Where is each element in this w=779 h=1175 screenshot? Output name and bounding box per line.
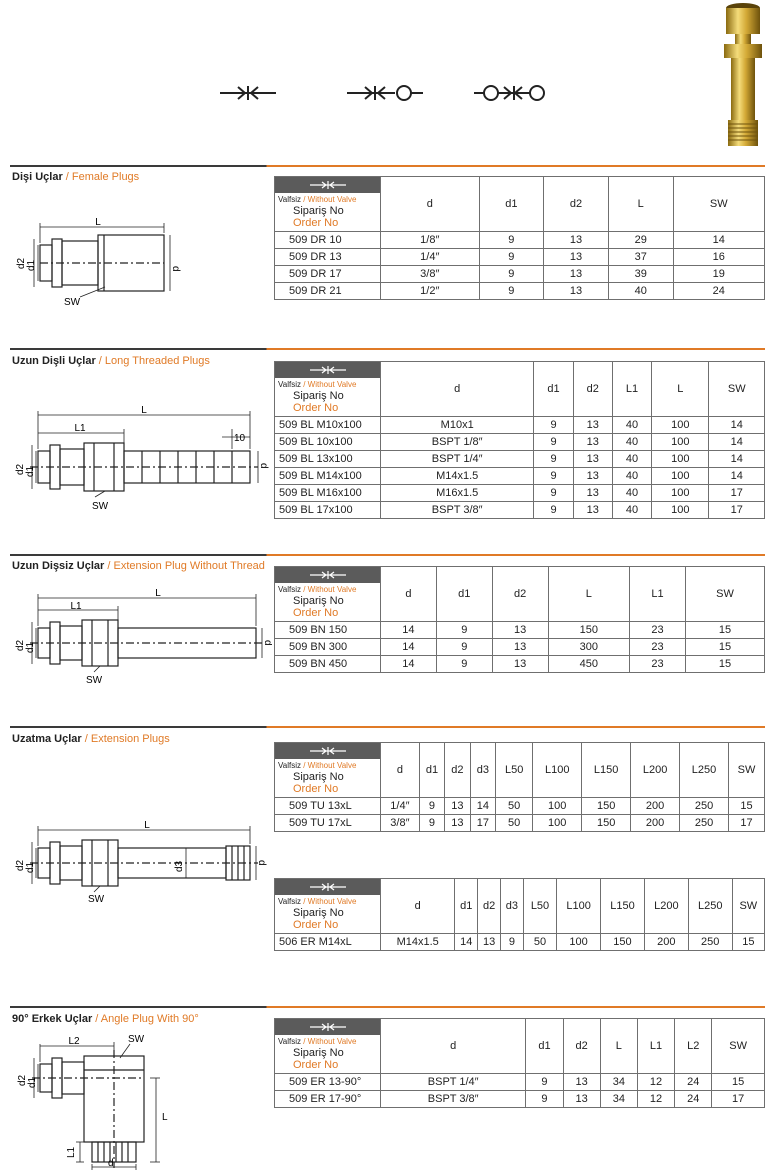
column-header: d3 xyxy=(470,743,495,798)
table-row xyxy=(275,934,765,951)
section-title: 90° Erkek Uçlar / Angle Plug With 90° xyxy=(12,1013,199,1025)
table-cell: 13 xyxy=(573,417,612,434)
coupling-symbol-icon xyxy=(275,1019,380,1035)
dim-label-d: d xyxy=(262,640,272,646)
section-title: Uzun Dişsiz Uçlar / Extension Plug Without Thread xyxy=(12,560,265,572)
column-header: d1 xyxy=(419,743,444,798)
column-header: L250 xyxy=(680,743,729,798)
table-cell: 13 xyxy=(492,656,548,673)
table-cell: 1/4″ xyxy=(381,798,420,815)
order-code-cell: 509 BL 17x100 xyxy=(275,502,381,519)
order-code-cell: 509 TU 13xL xyxy=(275,798,381,815)
dim-label-d: d xyxy=(256,860,267,866)
column-header: SW xyxy=(732,879,764,934)
table-cell: 40 xyxy=(612,468,651,485)
table-cell: 29 xyxy=(608,232,673,249)
table-cell: 13 xyxy=(492,639,548,656)
table-row xyxy=(275,485,765,502)
table-row xyxy=(275,266,765,283)
table-cell: 9 xyxy=(534,468,573,485)
table-cell: 19 xyxy=(673,266,764,283)
coupling-symbol-icon xyxy=(275,743,380,759)
table-cell: 150 xyxy=(601,934,645,951)
column-header: L250 xyxy=(688,879,732,934)
order-code-cell: 509 BN 300 xyxy=(275,639,381,656)
column-header: L xyxy=(548,567,630,622)
table-cell: 14 xyxy=(673,232,764,249)
table-row xyxy=(275,232,765,249)
column-header: L xyxy=(608,177,673,232)
table-cell: 14 xyxy=(470,798,495,815)
table-row xyxy=(275,1074,765,1091)
column-header: d1 xyxy=(479,177,544,232)
column-header: d xyxy=(381,1019,526,1074)
table-cell: 40 xyxy=(612,485,651,502)
table-cell: 40 xyxy=(612,417,651,434)
order-code-cell: 509 BL M14x100 xyxy=(275,468,381,485)
table-cell: 100 xyxy=(652,468,709,485)
column-header: d2 xyxy=(492,567,548,622)
table-cell: 23 xyxy=(630,656,686,673)
dim-label-d: d xyxy=(170,266,181,272)
section-title: Uzatma Uçlar / Extension Plugs xyxy=(12,733,170,745)
valve-label: Valfsiz / Without Valve xyxy=(278,195,357,204)
dim-label-d1: d1 xyxy=(25,641,36,653)
table-row xyxy=(275,249,765,266)
section-divider xyxy=(10,348,765,350)
table-cell: 100 xyxy=(652,417,709,434)
column-header: d1 xyxy=(455,879,478,934)
table-cell: 450 xyxy=(548,656,630,673)
order-code-cell: 509 DR 21 xyxy=(275,283,381,300)
table-cell: 24 xyxy=(675,1074,712,1091)
long-threaded-plug-diagram xyxy=(10,405,270,520)
column-header: L1 xyxy=(630,567,686,622)
dim-label-SW: SW xyxy=(128,1034,145,1045)
table-cell: 1/4″ xyxy=(381,249,480,266)
table-cell: 23 xyxy=(630,622,686,639)
column-header: SW xyxy=(709,362,765,417)
dim-label-SW: SW xyxy=(88,894,105,905)
coupling-double-symbol-icon xyxy=(472,82,552,104)
dim-label-d1: d1 xyxy=(25,861,36,873)
dim-label-L: L xyxy=(155,588,161,599)
column-header: SW xyxy=(712,1019,765,1074)
table-cell: 15 xyxy=(685,622,764,639)
table-cell: 24 xyxy=(673,283,764,300)
table-row xyxy=(275,417,765,434)
column-header: L xyxy=(600,1019,637,1074)
table-row xyxy=(275,1091,765,1108)
table-cell: 13 xyxy=(573,502,612,519)
table-cell: BSPT 1/8″ xyxy=(381,434,534,451)
order-code-cell: 509 DR 17 xyxy=(275,266,381,283)
dim-label-d2: d2 xyxy=(15,859,26,871)
table-cell: 9 xyxy=(479,283,544,300)
table-row xyxy=(275,656,765,673)
order-no-label: Sipariş No Order No xyxy=(293,595,344,619)
coupling-symbol-icon xyxy=(275,567,380,583)
order-code-cell: 506 ER M14xL xyxy=(275,934,381,951)
table-cell: M14x1.5 xyxy=(381,468,534,485)
table-cell: 14 xyxy=(455,934,478,951)
table-cell: 9 xyxy=(419,815,444,832)
dim-label-d: d xyxy=(108,1158,114,1169)
extension-plugs-m14-table xyxy=(274,878,765,951)
dim-label-d: d xyxy=(258,463,269,469)
column-header: d1 xyxy=(436,567,492,622)
order-code-cell: 509 BL M10x100 xyxy=(275,417,381,434)
extension-plug-without-thread-table xyxy=(274,566,765,673)
column-header: L100 xyxy=(533,743,582,798)
extension-plug-diagram xyxy=(10,820,272,915)
valve-label: Valfsiz / Without Valve xyxy=(278,585,357,594)
table-cell: 100 xyxy=(652,451,709,468)
dim-label-d2: d2 xyxy=(17,1074,28,1086)
table-cell: 17 xyxy=(709,502,765,519)
table-cell: 150 xyxy=(582,815,631,832)
column-header: SW xyxy=(673,177,764,232)
order-no-label: Sipariş No Order No xyxy=(293,205,344,229)
dim-label-d1: d1 xyxy=(25,465,36,477)
column-header: L100 xyxy=(557,879,601,934)
dim-label-L2: L2 xyxy=(68,1036,80,1047)
table-cell: 14 xyxy=(381,656,437,673)
table-cell: 9 xyxy=(534,451,573,468)
table-cell: 150 xyxy=(582,798,631,815)
coupling-symbol-icon xyxy=(218,82,278,104)
table-row xyxy=(275,622,765,639)
section-title: Dişi Uçlar / Female Plugs xyxy=(12,171,140,183)
column-header: L200 xyxy=(631,743,680,798)
table-row xyxy=(275,468,765,485)
table-cell: 13 xyxy=(478,934,501,951)
table-row xyxy=(275,283,765,300)
table-cell: 200 xyxy=(644,934,688,951)
extension-plugs-table xyxy=(274,742,765,832)
order-code-cell: 509 DR 13 xyxy=(275,249,381,266)
table-cell: 34 xyxy=(600,1074,637,1091)
column-header: L150 xyxy=(601,879,645,934)
long-threaded-plugs-table xyxy=(274,361,765,519)
column-header: d2 xyxy=(478,879,501,934)
order-no-label: Sipariş No Order No xyxy=(293,1047,344,1071)
column-header: L xyxy=(652,362,709,417)
dim-label-L: L xyxy=(162,1112,168,1123)
section-divider xyxy=(10,1006,765,1008)
dim-label-L1: L1 xyxy=(66,1146,77,1158)
column-header: L1 xyxy=(612,362,651,417)
table-cell: 15 xyxy=(729,798,765,815)
table-cell: 13 xyxy=(573,434,612,451)
table-cell: 13 xyxy=(573,468,612,485)
extension-plug-without-thread-diagram xyxy=(10,588,272,693)
dim-label-d3: d3 xyxy=(174,860,185,872)
table-cell: 3/8″ xyxy=(381,266,480,283)
angle-plug-table xyxy=(274,1018,765,1108)
table-cell: BSPT 3/8″ xyxy=(381,502,534,519)
dim-label-L1: L1 xyxy=(70,601,82,612)
section-divider xyxy=(10,726,765,728)
order-code-cell: 509 ER 17-90° xyxy=(275,1091,381,1108)
table-cell: BSPT 1/4″ xyxy=(381,1074,526,1091)
dim-label-SW: SW xyxy=(86,675,103,686)
table-cell: 250 xyxy=(680,798,729,815)
table-cell: 9 xyxy=(526,1074,563,1091)
table-cell: 9 xyxy=(479,249,544,266)
table-cell: 50 xyxy=(496,798,533,815)
column-header: d xyxy=(381,362,534,417)
table-cell: 9 xyxy=(436,639,492,656)
table-row xyxy=(275,798,765,815)
table-cell: 14 xyxy=(709,434,765,451)
column-header: SW xyxy=(729,743,765,798)
table-cell: 250 xyxy=(688,934,732,951)
table-cell: 13 xyxy=(544,232,609,249)
section-divider xyxy=(10,165,765,167)
table-cell: 9 xyxy=(419,798,444,815)
valve-label: Valfsiz / Without Valve xyxy=(278,380,357,389)
column-header: L1 xyxy=(637,1019,674,1074)
table-row xyxy=(275,815,765,832)
column-header: L50 xyxy=(496,743,533,798)
order-code-cell: 509 DR 10 xyxy=(275,232,381,249)
table-cell: 100 xyxy=(557,934,601,951)
table-cell: 150 xyxy=(548,622,630,639)
coupling-symbol-icon xyxy=(275,879,380,895)
order-code-cell: 509 BN 150 xyxy=(275,622,381,639)
table-cell: 13 xyxy=(445,815,470,832)
table-cell: 14 xyxy=(381,639,437,656)
dim-label-SW: SW xyxy=(64,297,81,308)
table-cell: 9 xyxy=(526,1091,563,1108)
table-cell: 15 xyxy=(685,656,764,673)
column-header: d xyxy=(381,567,437,622)
dim-label-L: L xyxy=(141,405,147,416)
column-header: L150 xyxy=(582,743,631,798)
table-cell: 9 xyxy=(534,485,573,502)
table-row xyxy=(275,639,765,656)
order-code-cell: 509 BL 13x100 xyxy=(275,451,381,468)
table-cell: 24 xyxy=(675,1091,712,1108)
table-cell: 50 xyxy=(523,934,556,951)
table-cell: 23 xyxy=(630,639,686,656)
table-cell: 13 xyxy=(563,1091,600,1108)
table-cell: 13 xyxy=(573,451,612,468)
table-cell: 13 xyxy=(544,283,609,300)
table-cell: 37 xyxy=(608,249,673,266)
column-header: d2 xyxy=(445,743,470,798)
column-header: d1 xyxy=(526,1019,563,1074)
table-cell: 34 xyxy=(600,1091,637,1108)
dim-label-d2: d2 xyxy=(15,639,26,651)
order-code-cell: 509 BL 10x100 xyxy=(275,434,381,451)
table-cell: 13 xyxy=(544,266,609,283)
column-header: L50 xyxy=(523,879,556,934)
table-row xyxy=(275,434,765,451)
table-cell: 39 xyxy=(608,266,673,283)
table-cell: 16 xyxy=(673,249,764,266)
dim-label-10: 10 xyxy=(234,433,246,444)
table-cell: M14x1.5 xyxy=(381,934,455,951)
female-plug-diagram xyxy=(10,215,185,320)
table-cell: 14 xyxy=(709,417,765,434)
order-no-label: Sipariş No Order No xyxy=(293,907,344,931)
table-cell: 15 xyxy=(712,1074,765,1091)
table-cell: 40 xyxy=(612,434,651,451)
table-cell: 100 xyxy=(652,485,709,502)
column-header: d3 xyxy=(501,879,524,934)
table-cell: 1/8″ xyxy=(381,232,480,249)
female-plugs-table xyxy=(274,176,765,300)
table-cell: 40 xyxy=(608,283,673,300)
dim-label-d2: d2 xyxy=(15,463,26,475)
table-cell: 17 xyxy=(729,815,765,832)
table-cell: 13 xyxy=(492,622,548,639)
table-cell: BSPT 3/8″ xyxy=(381,1091,526,1108)
order-no-label: Sipariş No Order No xyxy=(293,771,344,795)
table-cell: 9 xyxy=(436,656,492,673)
order-code-cell: 509 TU 17xL xyxy=(275,815,381,832)
valve-label: Valfsiz / Without Valve xyxy=(278,1037,357,1046)
table-cell: M10x1 xyxy=(381,417,534,434)
dim-label-d2: d2 xyxy=(16,257,27,269)
column-header: d xyxy=(381,879,455,934)
table-cell: 14 xyxy=(709,468,765,485)
column-header: L200 xyxy=(644,879,688,934)
dim-label-d1: d1 xyxy=(27,1076,38,1088)
table-row xyxy=(275,502,765,519)
table-cell: 200 xyxy=(631,798,680,815)
table-cell: 9 xyxy=(479,232,544,249)
column-header: d xyxy=(381,743,420,798)
table-cell: 9 xyxy=(501,934,524,951)
order-code-cell: 509 BL M16x100 xyxy=(275,485,381,502)
table-cell: 13 xyxy=(573,485,612,502)
table-cell: BSPT 1/4″ xyxy=(381,451,534,468)
column-header: d xyxy=(381,177,480,232)
table-cell: 9 xyxy=(479,266,544,283)
order-code-cell: 509 BN 450 xyxy=(275,656,381,673)
table-cell: 9 xyxy=(436,622,492,639)
dim-label-SW: SW xyxy=(92,501,109,512)
table-cell: 15 xyxy=(685,639,764,656)
table-cell: 12 xyxy=(637,1091,674,1108)
table-cell: 1/2″ xyxy=(381,283,480,300)
section-title: Uzun Dişli Uçlar / Long Threaded Plugs xyxy=(12,355,210,367)
dim-label-L: L xyxy=(144,820,150,831)
table-cell: 300 xyxy=(548,639,630,656)
table-cell: 40 xyxy=(612,502,651,519)
table-cell: M16x1.5 xyxy=(381,485,534,502)
table-cell: 250 xyxy=(680,815,729,832)
dim-label-d1: d1 xyxy=(26,259,37,271)
column-header: d2 xyxy=(563,1019,600,1074)
order-no-label: Sipariş No Order No xyxy=(293,390,344,414)
dim-label-L: L xyxy=(95,217,101,228)
table-cell: 17 xyxy=(709,485,765,502)
order-code-cell: 509 ER 13-90° xyxy=(275,1074,381,1091)
table-row xyxy=(275,451,765,468)
column-header: d2 xyxy=(544,177,609,232)
table-cell: 40 xyxy=(612,451,651,468)
table-cell: 100 xyxy=(652,502,709,519)
table-cell: 200 xyxy=(631,815,680,832)
column-header: L2 xyxy=(675,1019,712,1074)
table-cell: 3/8″ xyxy=(381,815,420,832)
table-cell: 13 xyxy=(544,249,609,266)
table-cell: 12 xyxy=(637,1074,674,1091)
coupling-plug-symbol-icon xyxy=(345,82,425,104)
table-cell: 9 xyxy=(534,434,573,451)
valve-label: Valfsiz / Without Valve xyxy=(278,761,357,770)
brass-plug-photo xyxy=(715,0,771,155)
column-header: d1 xyxy=(534,362,573,417)
table-cell: 14 xyxy=(709,451,765,468)
table-cell: 17 xyxy=(712,1091,765,1108)
table-cell: 100 xyxy=(652,434,709,451)
table-cell: 9 xyxy=(534,502,573,519)
table-cell: 100 xyxy=(533,815,582,832)
section-divider xyxy=(10,554,765,556)
table-cell: 100 xyxy=(533,798,582,815)
table-cell: 50 xyxy=(496,815,533,832)
table-cell: 9 xyxy=(534,417,573,434)
coupling-symbol-icon xyxy=(275,177,380,193)
table-cell: 13 xyxy=(563,1074,600,1091)
table-cell: 13 xyxy=(445,798,470,815)
table-cell: 14 xyxy=(381,622,437,639)
dim-label-L1: L1 xyxy=(74,423,86,434)
valve-label: Valfsiz / Without Valve xyxy=(278,897,357,906)
column-header: d2 xyxy=(573,362,612,417)
column-header: SW xyxy=(685,567,764,622)
table-cell: 15 xyxy=(732,934,764,951)
angle-plug-diagram xyxy=(10,1030,180,1175)
coupling-symbol-icon xyxy=(275,362,380,378)
table-cell: 17 xyxy=(470,815,495,832)
